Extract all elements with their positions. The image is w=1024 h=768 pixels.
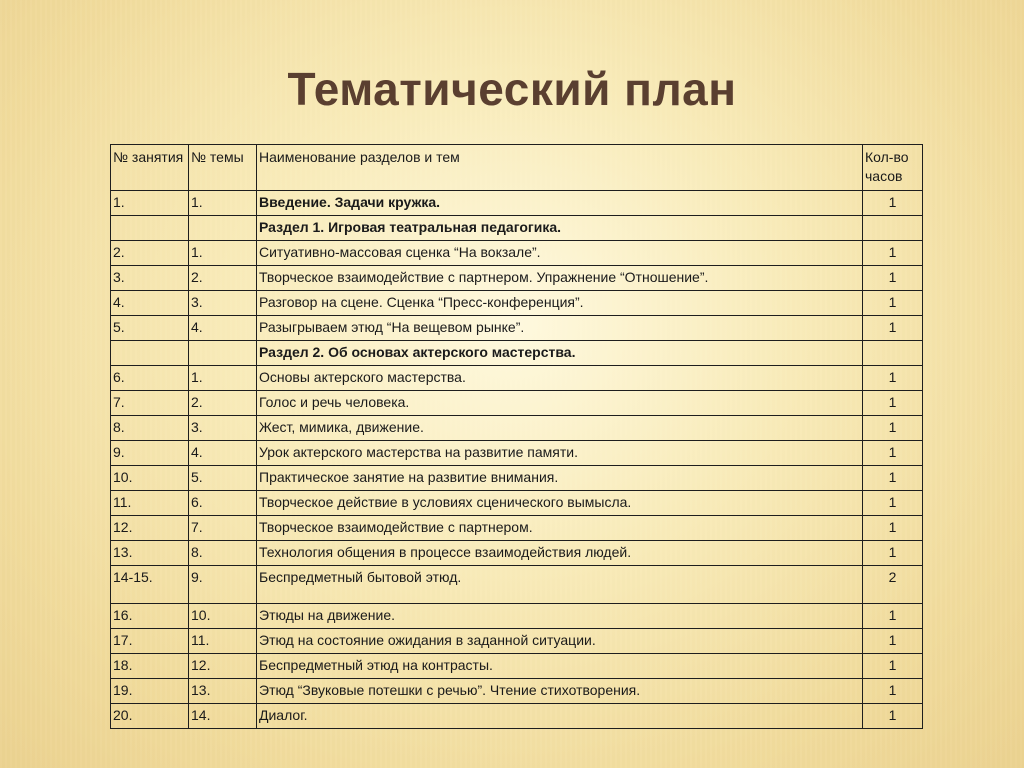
table-body: [111, 191, 923, 729]
cell-hours: 1: [863, 366, 923, 391]
cell-hours: 1: [863, 291, 923, 316]
cell-section-name: Голос и речь человека.: [257, 391, 863, 416]
header-section-name: Наименование разделов и тем: [257, 145, 863, 191]
cell-lesson-number: 5.: [111, 316, 189, 341]
table-row: [111, 654, 923, 679]
cell-lesson-number: 1.: [111, 191, 189, 216]
cell-hours: 1: [863, 191, 923, 216]
cell-topic-number: 2.: [189, 266, 257, 291]
cell-topic-number: 4.: [189, 316, 257, 341]
cell-lesson-number: 14-15.: [111, 566, 189, 604]
cell-topic-number: 1.: [189, 191, 257, 216]
cell-lesson-number: 17.: [111, 629, 189, 654]
cell-hours: 1: [863, 416, 923, 441]
cell-topic-number: 1.: [189, 241, 257, 266]
cell-topic-number: 1.: [189, 366, 257, 391]
cell-section-name: Этюд на состояние ожидания в заданной ситуации.: [257, 629, 863, 654]
table-row: [111, 416, 923, 441]
table-row: [111, 516, 923, 541]
cell-section-name: Раздел 2. Об основах актерского мастерства.: [257, 341, 863, 366]
cell-lesson-number: 16.: [111, 604, 189, 629]
cell-topic-number: 4.: [189, 441, 257, 466]
cell-lesson-number: 19.: [111, 679, 189, 704]
cell-lesson-number: 11.: [111, 491, 189, 516]
cell-lesson-number: 13.: [111, 541, 189, 566]
cell-topic-number: 3.: [189, 291, 257, 316]
cell-hours: 1: [863, 516, 923, 541]
cell-topic-number: 14.: [189, 704, 257, 729]
cell-topic-number: 6.: [189, 491, 257, 516]
header-topic-number: № темы: [189, 145, 257, 191]
cell-topic-number: 10.: [189, 604, 257, 629]
cell-lesson-number: [111, 216, 189, 241]
cell-topic-number: 8.: [189, 541, 257, 566]
cell-section-name: Творческое взаимодействие с партнером. Упражнение “Отношение”.: [257, 266, 863, 291]
cell-section-name: Разыгрываем этюд “На вещевом рынке”.: [257, 316, 863, 341]
table-row: [111, 216, 923, 241]
table-row: [111, 366, 923, 391]
cell-section-name: Ситуативно-массовая сценка “На вокзале”.: [257, 241, 863, 266]
cell-section-name: Беспредметный бытовой этюд.: [257, 566, 863, 604]
cell-section-name: Основы актерского мастерства.: [257, 366, 863, 391]
cell-hours: 1: [863, 266, 923, 291]
cell-hours: [863, 341, 923, 366]
cell-hours: 1: [863, 241, 923, 266]
table-row: [111, 241, 923, 266]
cell-section-name: Практическое занятие на развитие внимания.: [257, 466, 863, 491]
cell-topic-number: 13.: [189, 679, 257, 704]
table-row: [111, 291, 923, 316]
table-row: [111, 466, 923, 491]
table-row: [111, 679, 923, 704]
cell-section-name: Технология общения в процессе взаимодействия людей.: [257, 541, 863, 566]
cell-hours: 1: [863, 316, 923, 341]
cell-hours: 1: [863, 391, 923, 416]
cell-hours: 1: [863, 541, 923, 566]
cell-topic-number: 9.: [189, 566, 257, 604]
table-row: [111, 191, 923, 216]
cell-hours: 1: [863, 491, 923, 516]
table-row: [111, 629, 923, 654]
cell-hours: 1: [863, 604, 923, 629]
cell-section-name: Урок актерского мастерства на развитие памяти.: [257, 441, 863, 466]
table-row: [111, 541, 923, 566]
cell-lesson-number: 8.: [111, 416, 189, 441]
cell-lesson-number: [111, 341, 189, 366]
cell-topic-number: 5.: [189, 466, 257, 491]
table-row: [111, 391, 923, 416]
header-lesson-number: № занятия: [111, 145, 189, 191]
cell-topic-number: 2.: [189, 391, 257, 416]
cell-lesson-number: 10.: [111, 466, 189, 491]
table-row: [111, 704, 923, 729]
table-row: [111, 604, 923, 629]
cell-topic-number: 11.: [189, 629, 257, 654]
cell-lesson-number: 3.: [111, 266, 189, 291]
cell-hours: 1: [863, 704, 923, 729]
cell-lesson-number: 9.: [111, 441, 189, 466]
cell-section-name: Введение. Задачи кружка.: [257, 191, 863, 216]
cell-hours: 1: [863, 441, 923, 466]
cell-topic-number: 12.: [189, 654, 257, 679]
cell-section-name: Жест, мимика, движение.: [257, 416, 863, 441]
cell-hours: [863, 216, 923, 241]
cell-topic-number: 7.: [189, 516, 257, 541]
cell-lesson-number: 20.: [111, 704, 189, 729]
cell-section-name: Этюд “Звуковые потешки с речью”. Чтение стихотворения.: [257, 679, 863, 704]
cell-lesson-number: 12.: [111, 516, 189, 541]
slide-title: Тематический план: [287, 63, 737, 115]
cell-hours: 2: [863, 566, 923, 604]
cell-hours: 1: [863, 629, 923, 654]
cell-lesson-number: 2.: [111, 241, 189, 266]
table-row: [111, 566, 923, 604]
cell-topic-number: [189, 216, 257, 241]
cell-lesson-number: 4.: [111, 291, 189, 316]
cell-lesson-number: 18.: [111, 654, 189, 679]
cell-section-name: Диалог.: [257, 704, 863, 729]
cell-section-name: Разговор на сцене. Сценка “Пресс-конференция”.: [257, 291, 863, 316]
table-row: [111, 491, 923, 516]
header-hours: Кол-во часов: [863, 145, 923, 191]
table-row: [111, 266, 923, 291]
table-row: [111, 441, 923, 466]
table-row: [111, 316, 923, 341]
cell-hours: 1: [863, 654, 923, 679]
cell-hours: 1: [863, 466, 923, 491]
cell-lesson-number: 6.: [111, 366, 189, 391]
cell-topic-number: 3.: [189, 416, 257, 441]
cell-lesson-number: 7.: [111, 391, 189, 416]
cell-topic-number: [189, 341, 257, 366]
thematic-plan-table: [110, 144, 923, 729]
table-header-row: [111, 145, 923, 191]
cell-section-name: Творческое взаимодействие с партнером.: [257, 516, 863, 541]
cell-section-name: Творческое действие в условиях сценического вымысла.: [257, 491, 863, 516]
table-row: [111, 341, 923, 366]
cell-hours: 1: [863, 679, 923, 704]
cell-section-name: Раздел 1. Игровая театральная педагогика.: [257, 216, 863, 241]
cell-section-name: Беспредметный этюд на контрасты.: [257, 654, 863, 679]
cell-section-name: Этюды на движение.: [257, 604, 863, 629]
